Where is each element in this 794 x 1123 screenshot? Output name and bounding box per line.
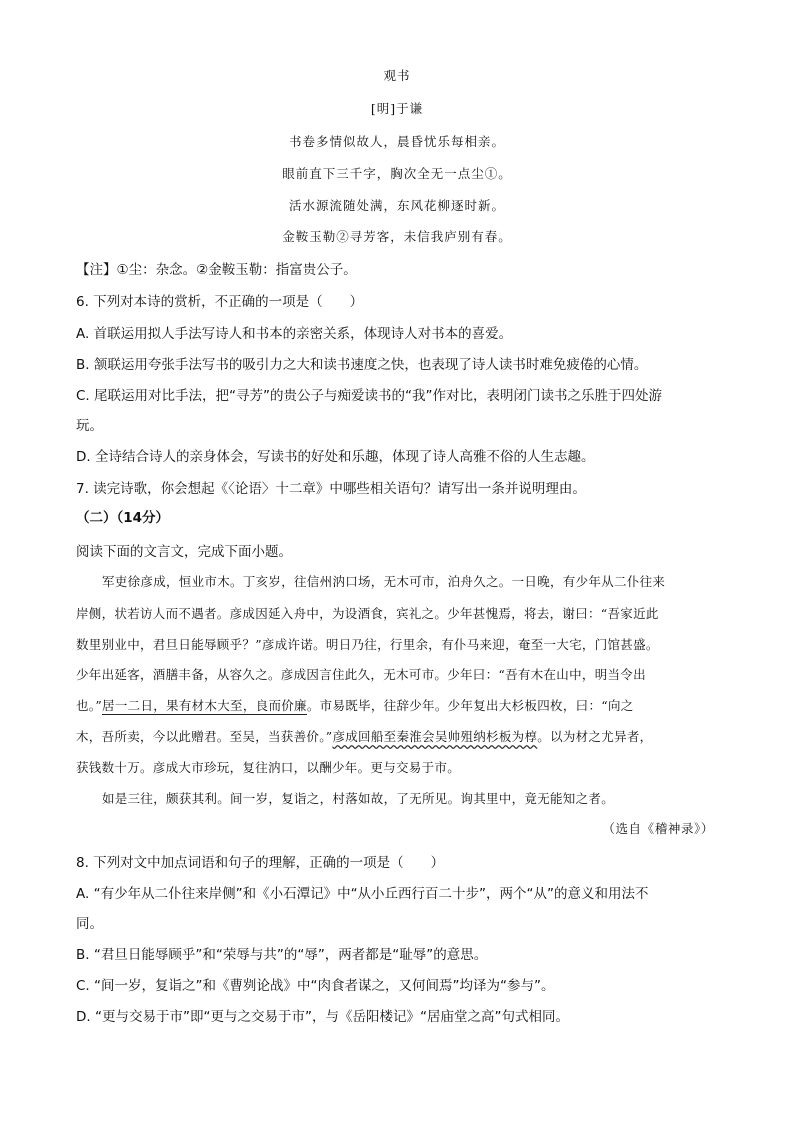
poem-line: 书卷多情似故人，晨昏忧乐每相亲。 — [288, 134, 505, 149]
passage-line: 数里别业中，君旦日能辱顾乎？”彦成许诺。明日乃往，行里余，有仆马来迎，奄至一大宅，门馆甚盛。 — [76, 637, 659, 652]
poem-title: 观书 — [383, 68, 411, 83]
question-6-option-c: C. 尾联运用对比手法，把“寻芳”的贵公子与痴爱读书的“我”作对比，表明闭门读书之乐胜于四处游 — [76, 388, 662, 404]
question-7: 7. 读完诗歌，你会想起《〈论语〉十二章》中哪些相关语句？请写出一条并说明理由。 — [76, 481, 586, 497]
passage-line: 少年出延客，酒膳丰备，从容久之。彦成因言住此久，无木可市。少年曰：“吾有木在山中，明当令出 — [76, 667, 646, 682]
passage-line — [76, 696, 634, 714]
underlined-sentence: 居一二日，果有材木大至，良而价廉 — [102, 698, 307, 713]
passage-line: 岸侧，状若访人而不遇者。彦成因延入舟中，为设酒食，宾礼之。少年甚愧焉，将去，谢曰：“吾家近此 — [76, 606, 659, 621]
question-6-option-b: B. 颔联运用夸张手法写书的吸引力之大和读书速度之快，也表现了诗人读书时难免疲倦的心情。 — [76, 357, 648, 373]
passage-text: 也。” — [76, 698, 103, 713]
question-8-option-c: C. “间一岁，复诣之”和《曹刿论战》中“肉食者谋之，又何间焉”均译为“参与”。 — [76, 978, 555, 994]
question-8-option-b: B. “君旦日能辱顾乎”和“荣辱与共”的“辱”，两者都是“耻辱”的意思。 — [76, 947, 488, 963]
wavy-underlined-sentence: 彦成回船至秦淮会吴帅殂纳杉板为椁 — [332, 729, 538, 744]
passage-line: 获钱数十万。彦成大市珍玩，复往汭口，以酬少年。更与交易于市。 — [76, 760, 461, 775]
question-8-stem: 8. 下列对文中加点词语和句子的理解，正确的一项是（ ） — [76, 855, 445, 871]
question-8-option-d: D. “更与交易于市”即“更与之交易于市”，与《岳阳楼记》“居庙堂之高”句式相同。 — [76, 1009, 569, 1025]
passage-source: （选自《稽神录》） — [602, 821, 714, 836]
passage-text: 。市易既毕，往辞少年。少年复出大杉板四枚，曰：“向之 — [306, 698, 634, 713]
question-6-option-c-cont: 玩。 — [76, 418, 103, 434]
passage-text: 木，吾所卖，今以此赠君。至吴，当获善价。” — [76, 729, 333, 744]
question-6-stem: 6. 下列对本诗的赏析，不正确的一项是（ ） — [76, 294, 364, 310]
question-8-option-a: A. “有少年从二仆往来岸侧”和《小石潭记》中“从小丘西行百二十步”，两个“从”的意义和用法不 — [76, 886, 649, 902]
section-heading: （二）（14分） — [76, 510, 170, 526]
passage-line — [76, 727, 652, 745]
passage-text: 。以为材之尤异者， — [537, 729, 653, 744]
question-6-option-a: A. 首联运用拟人手法写诗人和书本的亲密关系，体现诗人对书本的喜爱。 — [76, 326, 513, 342]
poem-line: 金鞍玉勒②寻芳客，未信我庐别有春。 — [282, 229, 512, 244]
poem-line: 眼前直下三千字，胸次全无一点尘①。 — [282, 166, 512, 181]
poem-note: 【注】①尘：杂念。②金鞍玉勒：指富贵公子。 — [76, 262, 357, 278]
question-6-option-d: D. 全诗结合诗人的亲身体会，写读书的好处和乐趣，体现了诗人高雅不俗的人生志趣。 — [76, 449, 595, 465]
section-instruction: 阅读下面的文言文，完成下面小题。 — [76, 544, 292, 560]
poem-author: [明]于谦 — [370, 101, 424, 116]
poem-line: 活水源流随处满，东风花柳逐时新。 — [288, 198, 505, 213]
passage-line: 军吏徐彦成，恒业市木。丁亥岁，往信州汭口场，无木可市，泊舟久之。一日晚，有少年从二仆往来 — [102, 574, 666, 589]
question-8-option-a-cont: 同。 — [76, 916, 103, 932]
passage-line: 如是三往，颇获其利。间一岁，复诣之，村落如故，了无所见。询其里中，竟无能知之者。 — [102, 791, 615, 806]
